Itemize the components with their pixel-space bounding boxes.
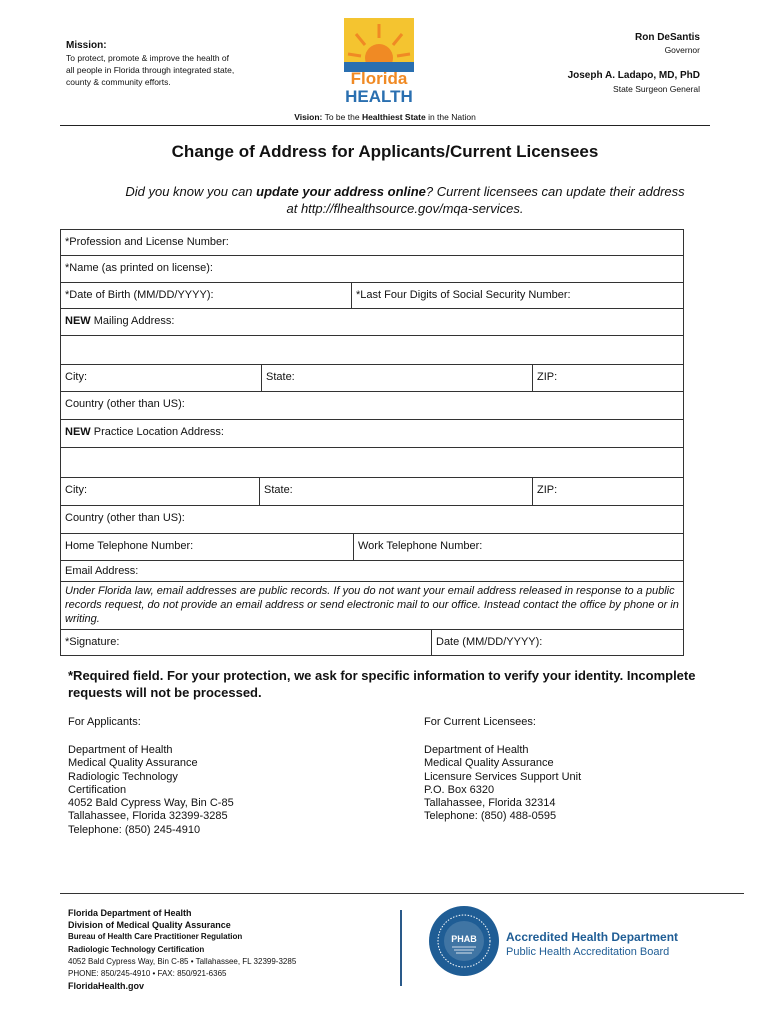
row-dob-ssn — [61, 283, 683, 309]
licensees-line: Tallahassee, Florida 32314 — [424, 797, 556, 810]
mission-heading: Mission: — [66, 40, 107, 51]
licensees-line: Telephone: (850) 488-0595 — [424, 810, 557, 823]
licensees-line: Medical Quality Assurance — [424, 757, 554, 770]
applicants-heading: For Applicants: — [68, 716, 141, 728]
mailing-country-field[interactable]: Country (other than US): — [65, 398, 185, 410]
footer-phone-fax: PHONE: 850/245-4910 • FAX: 850/921-6365 — [68, 969, 227, 979]
row-mailing-country[interactable] — [61, 392, 683, 420]
date-field[interactable]: Date (MM/DD/YYYY): — [431, 630, 683, 655]
row-phones — [61, 534, 683, 561]
ssn-field[interactable]: *Last Four Digits of Social Security Number: — [351, 283, 683, 308]
intro-pre: Did you know you can — [125, 184, 257, 199]
licensees-line: Licensure Services Support Unit — [424, 770, 582, 783]
practice-country-field[interactable]: Country (other than US): — [65, 512, 185, 524]
applicants-line: Telephone: (850) 245-4910 — [68, 823, 201, 836]
practice-address-line2[interactable] — [61, 448, 683, 477]
row-name[interactable] — [61, 256, 683, 283]
licensees-line: Department of Health — [424, 744, 529, 756]
vision-statement — [0, 112, 770, 122]
governor-name: Ron DeSantis — [634, 32, 700, 43]
footer-dept: Florida Department of Health — [68, 908, 192, 918]
footer-website: FloridaHealth.gov — [68, 981, 145, 992]
applicants-line: Certification — [68, 783, 127, 796]
vision-bold: Healthiest State — [361, 112, 426, 122]
phab-seal-icon — [428, 905, 500, 977]
mailing-label: Mailing Address: — [90, 315, 175, 327]
required-field-note: *Required field. For your protection, we ask for specific information to verify your identity. Incomplete requests will not be processed. — [68, 668, 696, 700]
practice-state-field[interactable]: State: — [259, 478, 532, 505]
row-mailing-address[interactable] — [61, 309, 683, 336]
address-form — [60, 229, 684, 656]
mailing-address-line2[interactable] — [61, 336, 683, 364]
row-practice-address[interactable] — [61, 420, 683, 448]
row-mailing-city-state-zip — [61, 365, 683, 392]
work-phone-field[interactable]: Work Telephone Number: — [353, 534, 683, 560]
mission-text: To protect, promote & improve the health of all people in Florida through integrated state, county & community efforts. — [66, 53, 235, 87]
applicants-line: Medical Quality Assurance — [68, 757, 198, 770]
mailing-zip-field[interactable]: ZIP: — [532, 365, 683, 391]
new-label: NEW — [65, 426, 91, 438]
intro-text — [120, 183, 690, 217]
footer-bureau: Bureau of Health Care Practitioner Regulation — [68, 932, 243, 942]
intro-bold: update your address online — [256, 184, 426, 199]
home-phone-field[interactable]: Home Telephone Number: — [65, 540, 194, 552]
intro-post: ? Current licensees can update their address at http://flhealthsource.gov/mqa-services. — [286, 184, 685, 216]
row-profession[interactable] — [61, 230, 683, 256]
mailing-address-field[interactable] — [61, 309, 683, 335]
row-email[interactable] — [61, 561, 683, 582]
licensees-heading: For Current Licensees: — [424, 716, 536, 728]
row-mailing-address-line2[interactable] — [61, 336, 683, 365]
florida-health-logo — [336, 18, 422, 104]
applicants-line: Tallahassee, Florida 32399-3285 — [68, 810, 228, 823]
logo-word-health: HEALTH — [345, 87, 413, 104]
surgeon-general-name: Joseph A. Ladapo, MD, PhD — [567, 70, 700, 81]
email-public-records-note: Under Florida law, email addresses are public records. If you do not want your email address released in response to a public records request, do not provide an email address or send electronic mail to our office. Instead contact the office by phone or in writing. — [65, 585, 679, 625]
mailing-city-field[interactable]: City: — [65, 371, 87, 383]
vision-post: in the Nation — [425, 112, 476, 122]
seal-text: PHAB — [451, 934, 477, 944]
footer-divider — [60, 893, 744, 894]
surgeon-general-title: State Surgeon General — [613, 84, 700, 94]
accredited-heading: Accredited Health Department — [506, 930, 679, 944]
row-practice-country[interactable] — [61, 506, 683, 534]
email-field[interactable]: Email Address: — [65, 565, 139, 577]
accreditation-board: Public Health Accreditation Board — [506, 946, 670, 958]
licensees-line: P.O. Box 6320 — [424, 783, 495, 796]
row-email-note — [61, 582, 683, 630]
header-divider — [60, 125, 710, 126]
row-practice-address-line2[interactable] — [61, 448, 683, 478]
dob-field[interactable]: *Date of Birth (MM/DD/YYYY): — [65, 289, 214, 301]
logo-word-florida: Florida — [350, 69, 408, 88]
governor-title: Governor — [664, 45, 700, 55]
footer-contact — [68, 907, 296, 992]
page-title: Change of Address for Applicants/Current Licensees — [171, 142, 599, 161]
signature-field[interactable]: *Signature: — [65, 636, 120, 648]
profession-field[interactable]: *Profession and License Number: — [65, 236, 229, 248]
footer-certification: Radiologic Technology Certification — [68, 944, 205, 954]
practice-zip-field[interactable]: ZIP: — [532, 478, 683, 505]
applicants-address — [68, 744, 368, 837]
footer-vertical-divider — [400, 910, 402, 986]
new-label: NEW — [65, 315, 91, 327]
row-signature-date — [61, 630, 683, 655]
practice-city-field[interactable]: City: — [65, 484, 87, 496]
mailing-state-field[interactable]: State: — [261, 365, 532, 391]
practice-label: Practice Location Address: — [90, 426, 224, 438]
row-practice-city-state-zip — [61, 478, 683, 506]
licensees-address — [424, 744, 724, 824]
applicants-line: 4052 Bald Cypress Way, Bin C-85 — [68, 797, 234, 810]
practice-address-field[interactable] — [61, 420, 683, 447]
applicants-line: Radiologic Technology — [68, 770, 178, 783]
name-field[interactable]: *Name (as printed on license): — [65, 262, 213, 274]
vision-pre: To be the — [324, 112, 362, 122]
footer-address: 4052 Bald Cypress Way, Bin C-85 • Tallahassee, FL 32399-3285 — [68, 956, 297, 966]
footer-division: Division of Medical Quality Assurance — [68, 920, 231, 931]
applicants-line: Department of Health — [68, 744, 173, 756]
vision-label: Vision: — [294, 112, 323, 122]
